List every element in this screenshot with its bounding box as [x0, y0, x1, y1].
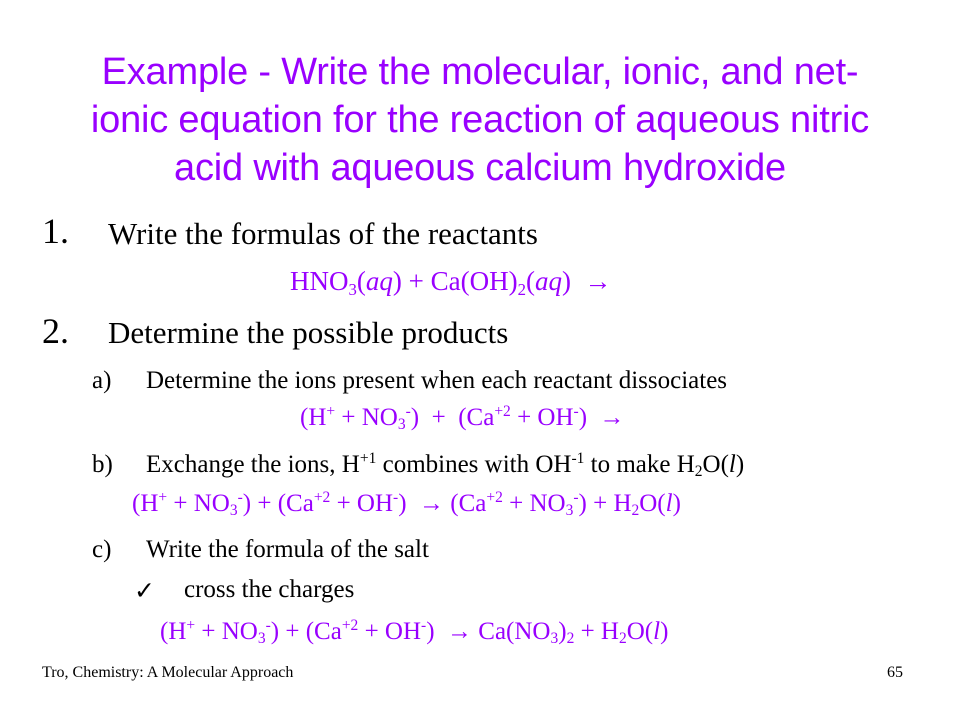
- title-line: ionic equation for the reaction of aqueous nitric: [90, 99, 870, 141]
- substep-c-text: Write the formula of the salt: [146, 536, 429, 563]
- step-number: 2.: [42, 311, 69, 351]
- step-1: [42, 210, 69, 252]
- substep-a-label: a): [92, 367, 112, 394]
- footer-source: Tro, Chemistry: A Molecular Approach: [42, 664, 294, 681]
- step-number: 1.: [42, 211, 69, 251]
- substep-a-text: Determine the ions present when each reactant dissociates: [146, 367, 728, 394]
- title-line: Example - Write the molecular, ionic, and net-: [101, 51, 859, 93]
- reactants-equation: $HNO_3(aq) + Ca(OH)_2(aq)$ →: [290, 266, 612, 299]
- ions-equation: $(H^+ + NO_3^-) + (Ca^{+2} + OH^-)$ →: [300, 403, 625, 434]
- step-1-text: [108, 216, 538, 252]
- check-text: cross the charges: [184, 576, 355, 603]
- step-2-text: [108, 315, 508, 351]
- exchange-equation: $(H^+ + NO_3^-) + (Ca^{+2} + OH^-) \to (Ca^{+2} + NO_3^-) + H_2O(l)$: [132, 489, 681, 520]
- salt-equation: $(H^+ + NO_3^-) + (Ca^{+2} + OH^-) \to Ca(NO_3)_2 + H_2O(l)$: [160, 617, 669, 648]
- substep-b-label: b): [92, 451, 113, 478]
- slide-title: [40, 48, 920, 192]
- step-label: Write the formulas of the reactants: [108, 216, 538, 251]
- substep-c-label: c): [92, 536, 112, 563]
- title-line: acid with aqueous calcium hydroxide: [174, 147, 786, 189]
- step-2: [42, 310, 69, 352]
- page-number: 65: [887, 664, 903, 681]
- step-label: Determine the possible products: [108, 315, 509, 350]
- check-icon: ✓: [134, 578, 155, 605]
- substep-b-text: Exchange the ions, $H^{+1}$ combines with $OH^{-1}$ to make $H_2O(l)$: [146, 450, 745, 481]
